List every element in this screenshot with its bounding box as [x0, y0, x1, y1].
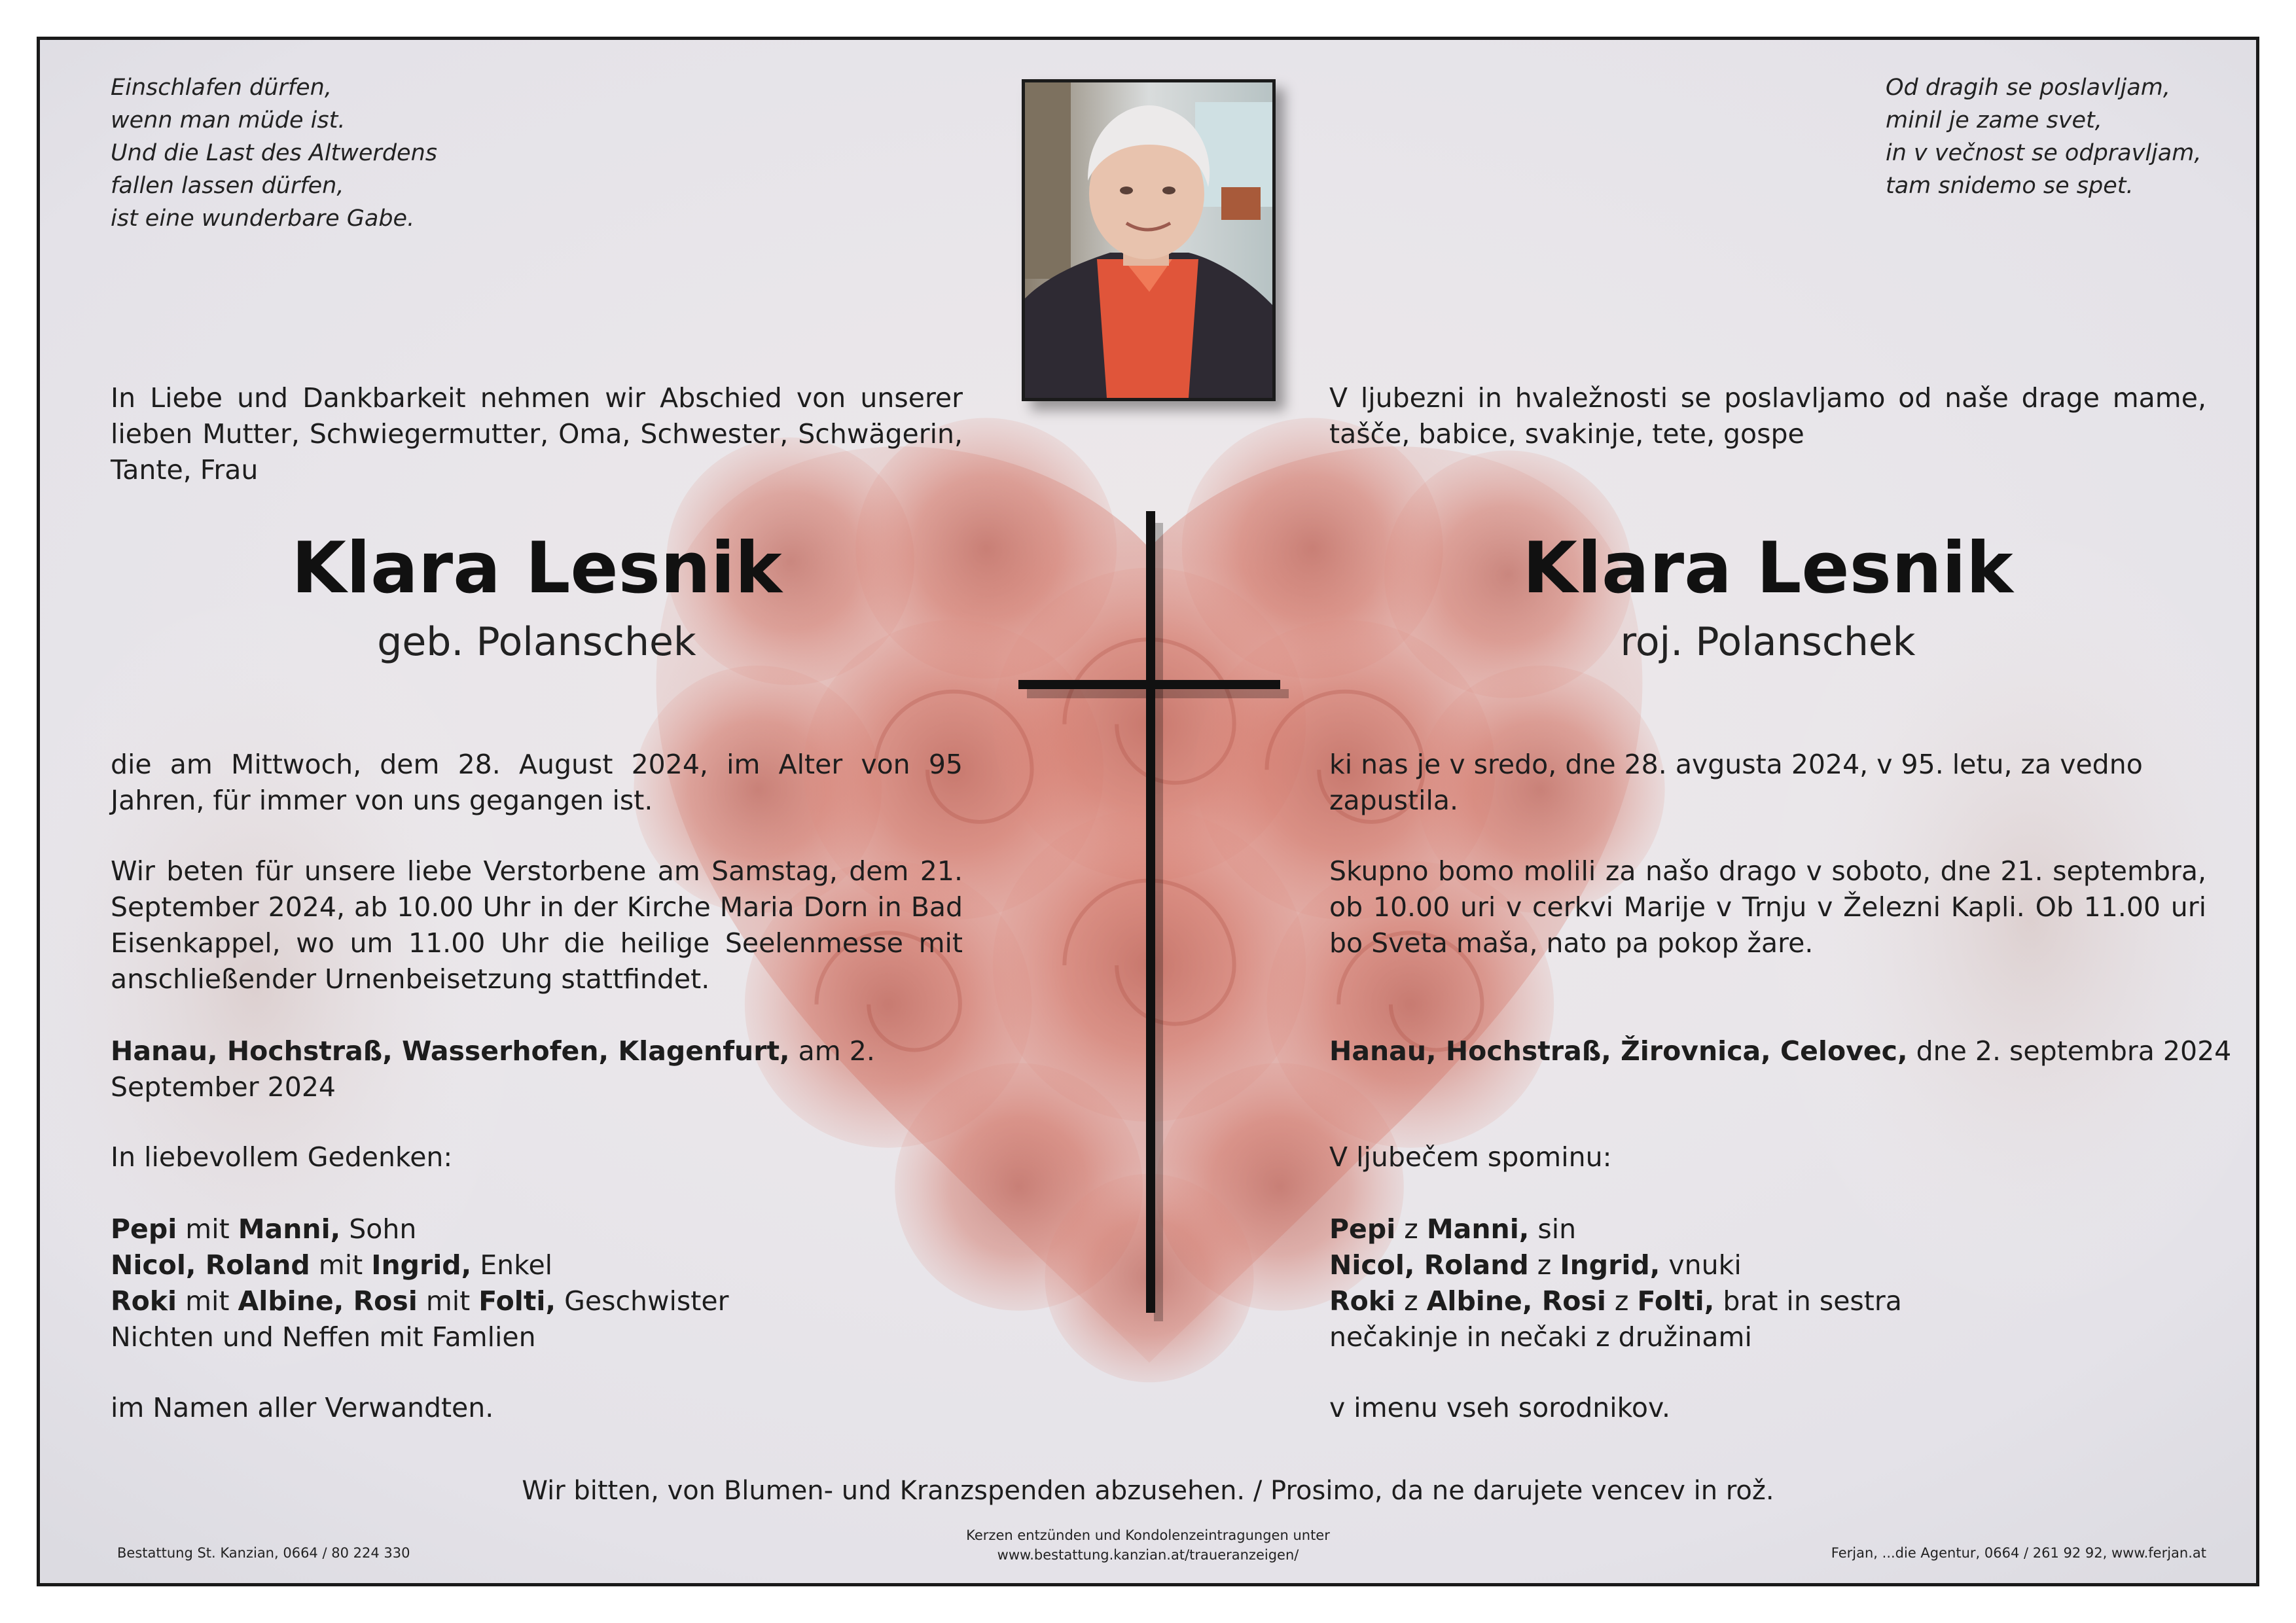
places-german: Hanau, Hochstraß, Wasserhofen, Klagenfurt,	[111, 1035, 790, 1067]
cross-icon	[1015, 511, 1290, 1375]
poem-slovenian-line: Od dragih se poslavljam,	[1886, 75, 2170, 101]
family-relation: mit	[417, 1285, 479, 1317]
family-line	[111, 1211, 963, 1247]
family-member-name: Nicol, Roland	[111, 1249, 310, 1281]
poem-slovenian-line: in v večnost se odpravljam,	[1886, 140, 2202, 166]
poem-german	[111, 71, 569, 235]
no-flowers-request: Wir bitten, von Blumen- und Kranzspenden abzusehen. / Prosimo, da ne darujete vencev in rož.	[522, 1476, 1774, 1506]
family-relation: Geschwister	[556, 1285, 729, 1317]
family-relation: z	[1528, 1249, 1560, 1281]
poem-german-line: ist eine wunderbare Gabe.	[111, 205, 415, 232]
family-line	[1329, 1247, 2206, 1283]
service-info-german: Wir beten für unsere liebe Verstorbene am Samstag, dem 21. September 2024, ab 10.00 Uhr in der Kirche Maria Dorn in Bad Eisenkappel, wo um 11.00 Uhr die heilige Seelenmesse mit anschließender Urnenbeisetzung stattfindet.	[111, 855, 963, 995]
family-member-name: Ingrid,	[371, 1249, 472, 1281]
family-line	[1329, 1319, 2206, 1355]
family-relation: mit	[177, 1285, 238, 1317]
death-notice-german: die am Mittwoch, dem 28. August 2024, im Alter von 95 Jahren, für immer von uns gegangen ist.	[111, 749, 963, 816]
family-member-name: Manni,	[238, 1213, 341, 1245]
family-line	[111, 1319, 963, 1355]
date-german: am 2. September 2024	[111, 1035, 875, 1103]
footer-condolence-info	[821, 1525, 1475, 1565]
poem-german-line: fallen lassen dürfen,	[111, 173, 344, 199]
family-member-name: Roki	[111, 1285, 177, 1317]
poem-german-line: wenn man müde ist.	[111, 107, 346, 134]
maiden-name-slovenian: roj. Polanschek	[1620, 619, 1916, 665]
footer-agency: Ferjan, ...die Agentur, 0664 / 261 92 92, www.ferjan.at	[1831, 1545, 2206, 1561]
poem-german-line: Einschlafen dürfen,	[111, 75, 332, 101]
family-relation: z	[1605, 1285, 1638, 1317]
family-member-name: Manni,	[1426, 1213, 1530, 1245]
family-member-name: Albine, Rosi	[1426, 1285, 1606, 1317]
family-member-name: Ingrid,	[1560, 1249, 1660, 1281]
family-relation: z	[1395, 1285, 1427, 1317]
family-relation: mit	[310, 1249, 372, 1281]
maiden-name-german: geb. Polanschek	[377, 619, 696, 665]
obituary-card	[37, 37, 2259, 1586]
family-line	[1329, 1211, 2206, 1247]
places-slovenian: Hanau, Hochstraß, Žirovnica, Celovec,	[1329, 1035, 1908, 1067]
portrait-photo	[1022, 79, 1276, 401]
family-relation: mit	[177, 1213, 238, 1245]
family-member-name: Pepi	[1329, 1213, 1396, 1245]
family-list-german	[111, 1211, 963, 1355]
intro-german: In Liebe und Dankbarkeit nehmen wir Abschied von unserer lieben Mutter, Schwiegermutter, Oma, Schwester, Schwägerin, Tante, Frau	[111, 382, 963, 486]
family-member-name: Folti,	[1637, 1285, 1715, 1317]
family-relation: z	[1395, 1213, 1427, 1245]
family-relation: vnuki	[1660, 1249, 1742, 1281]
family-relation: Nichten und Neffen mit Famlien	[111, 1321, 536, 1353]
family-relation: brat in sestra	[1714, 1285, 1902, 1317]
service-info-slovenian: Skupno bomo molili za našo drago v soboto, dne 21. septembra, ob 10.00 uri v cerkvi Marije v Trnju v Železni Kapli. Ob 11.00 uri bo Sveta maša, nato pa pokop žare.	[1329, 855, 2206, 959]
deceased-name-german: Klara Lesnik	[291, 527, 782, 609]
family-member-name: Albine, Rosi	[238, 1285, 418, 1317]
place-date-slovenian	[1329, 1033, 2233, 1069]
family-member-name: Folti,	[478, 1285, 556, 1317]
memory-heading-slovenian: V ljubečem spominu:	[1329, 1141, 1612, 1173]
family-member-name: Nicol, Roland	[1329, 1249, 1529, 1281]
family-relation: sin	[1529, 1213, 1577, 1245]
poem-slovenian-line: tam snidemo se spet.	[1886, 173, 2134, 199]
closing-german: im Namen aller Verwandten.	[111, 1392, 494, 1423]
closing-slovenian: v imenu vseh sorodnikov.	[1329, 1392, 1671, 1423]
family-list-slovenian	[1329, 1211, 2206, 1355]
footer-condolence-text: Kerzen entzünden und Kondolenzeintragungen unter	[966, 1527, 1330, 1543]
family-line	[111, 1283, 963, 1319]
poem-slovenian-line: minil je zame svet,	[1886, 107, 2102, 134]
family-member-name: Roki	[1329, 1285, 1396, 1317]
family-line	[111, 1247, 963, 1283]
family-relation: Enkel	[471, 1249, 553, 1281]
family-line	[1329, 1283, 2206, 1319]
footer-condolence-link[interactable]: www.bestattung.kanzian.at/traueranzeigen/	[997, 1547, 1299, 1563]
poem-german-line: Und die Last des Altwerdens	[111, 140, 437, 166]
family-relation: Sohn	[340, 1213, 417, 1245]
family-member-name: Pepi	[111, 1213, 177, 1245]
deceased-name-slovenian: Klara Lesnik	[1522, 527, 2013, 609]
poem-slovenian	[1886, 71, 2252, 202]
footer-undertaker: Bestattung St. Kanzian, 0664 / 80 224 330	[117, 1545, 410, 1561]
memory-heading-german: In liebevollem Gedenken:	[111, 1141, 453, 1173]
place-date-german	[111, 1033, 1027, 1105]
family-relation: nečakinje in nečaki z družinami	[1329, 1321, 1752, 1353]
date-slovenian: dne 2. septembra 2024	[1907, 1035, 2232, 1067]
portrait-image	[1025, 82, 1272, 398]
death-notice-slovenian: ki nas je v sredo, dne 28. avgusta 2024, v 95. letu, za vedno zapustila.	[1329, 749, 2143, 816]
intro-slovenian: V ljubezni in hvaležnosti se poslavljamo od naše drage mame, tašče, babice, svakinje, tete, gospe	[1329, 382, 2206, 450]
